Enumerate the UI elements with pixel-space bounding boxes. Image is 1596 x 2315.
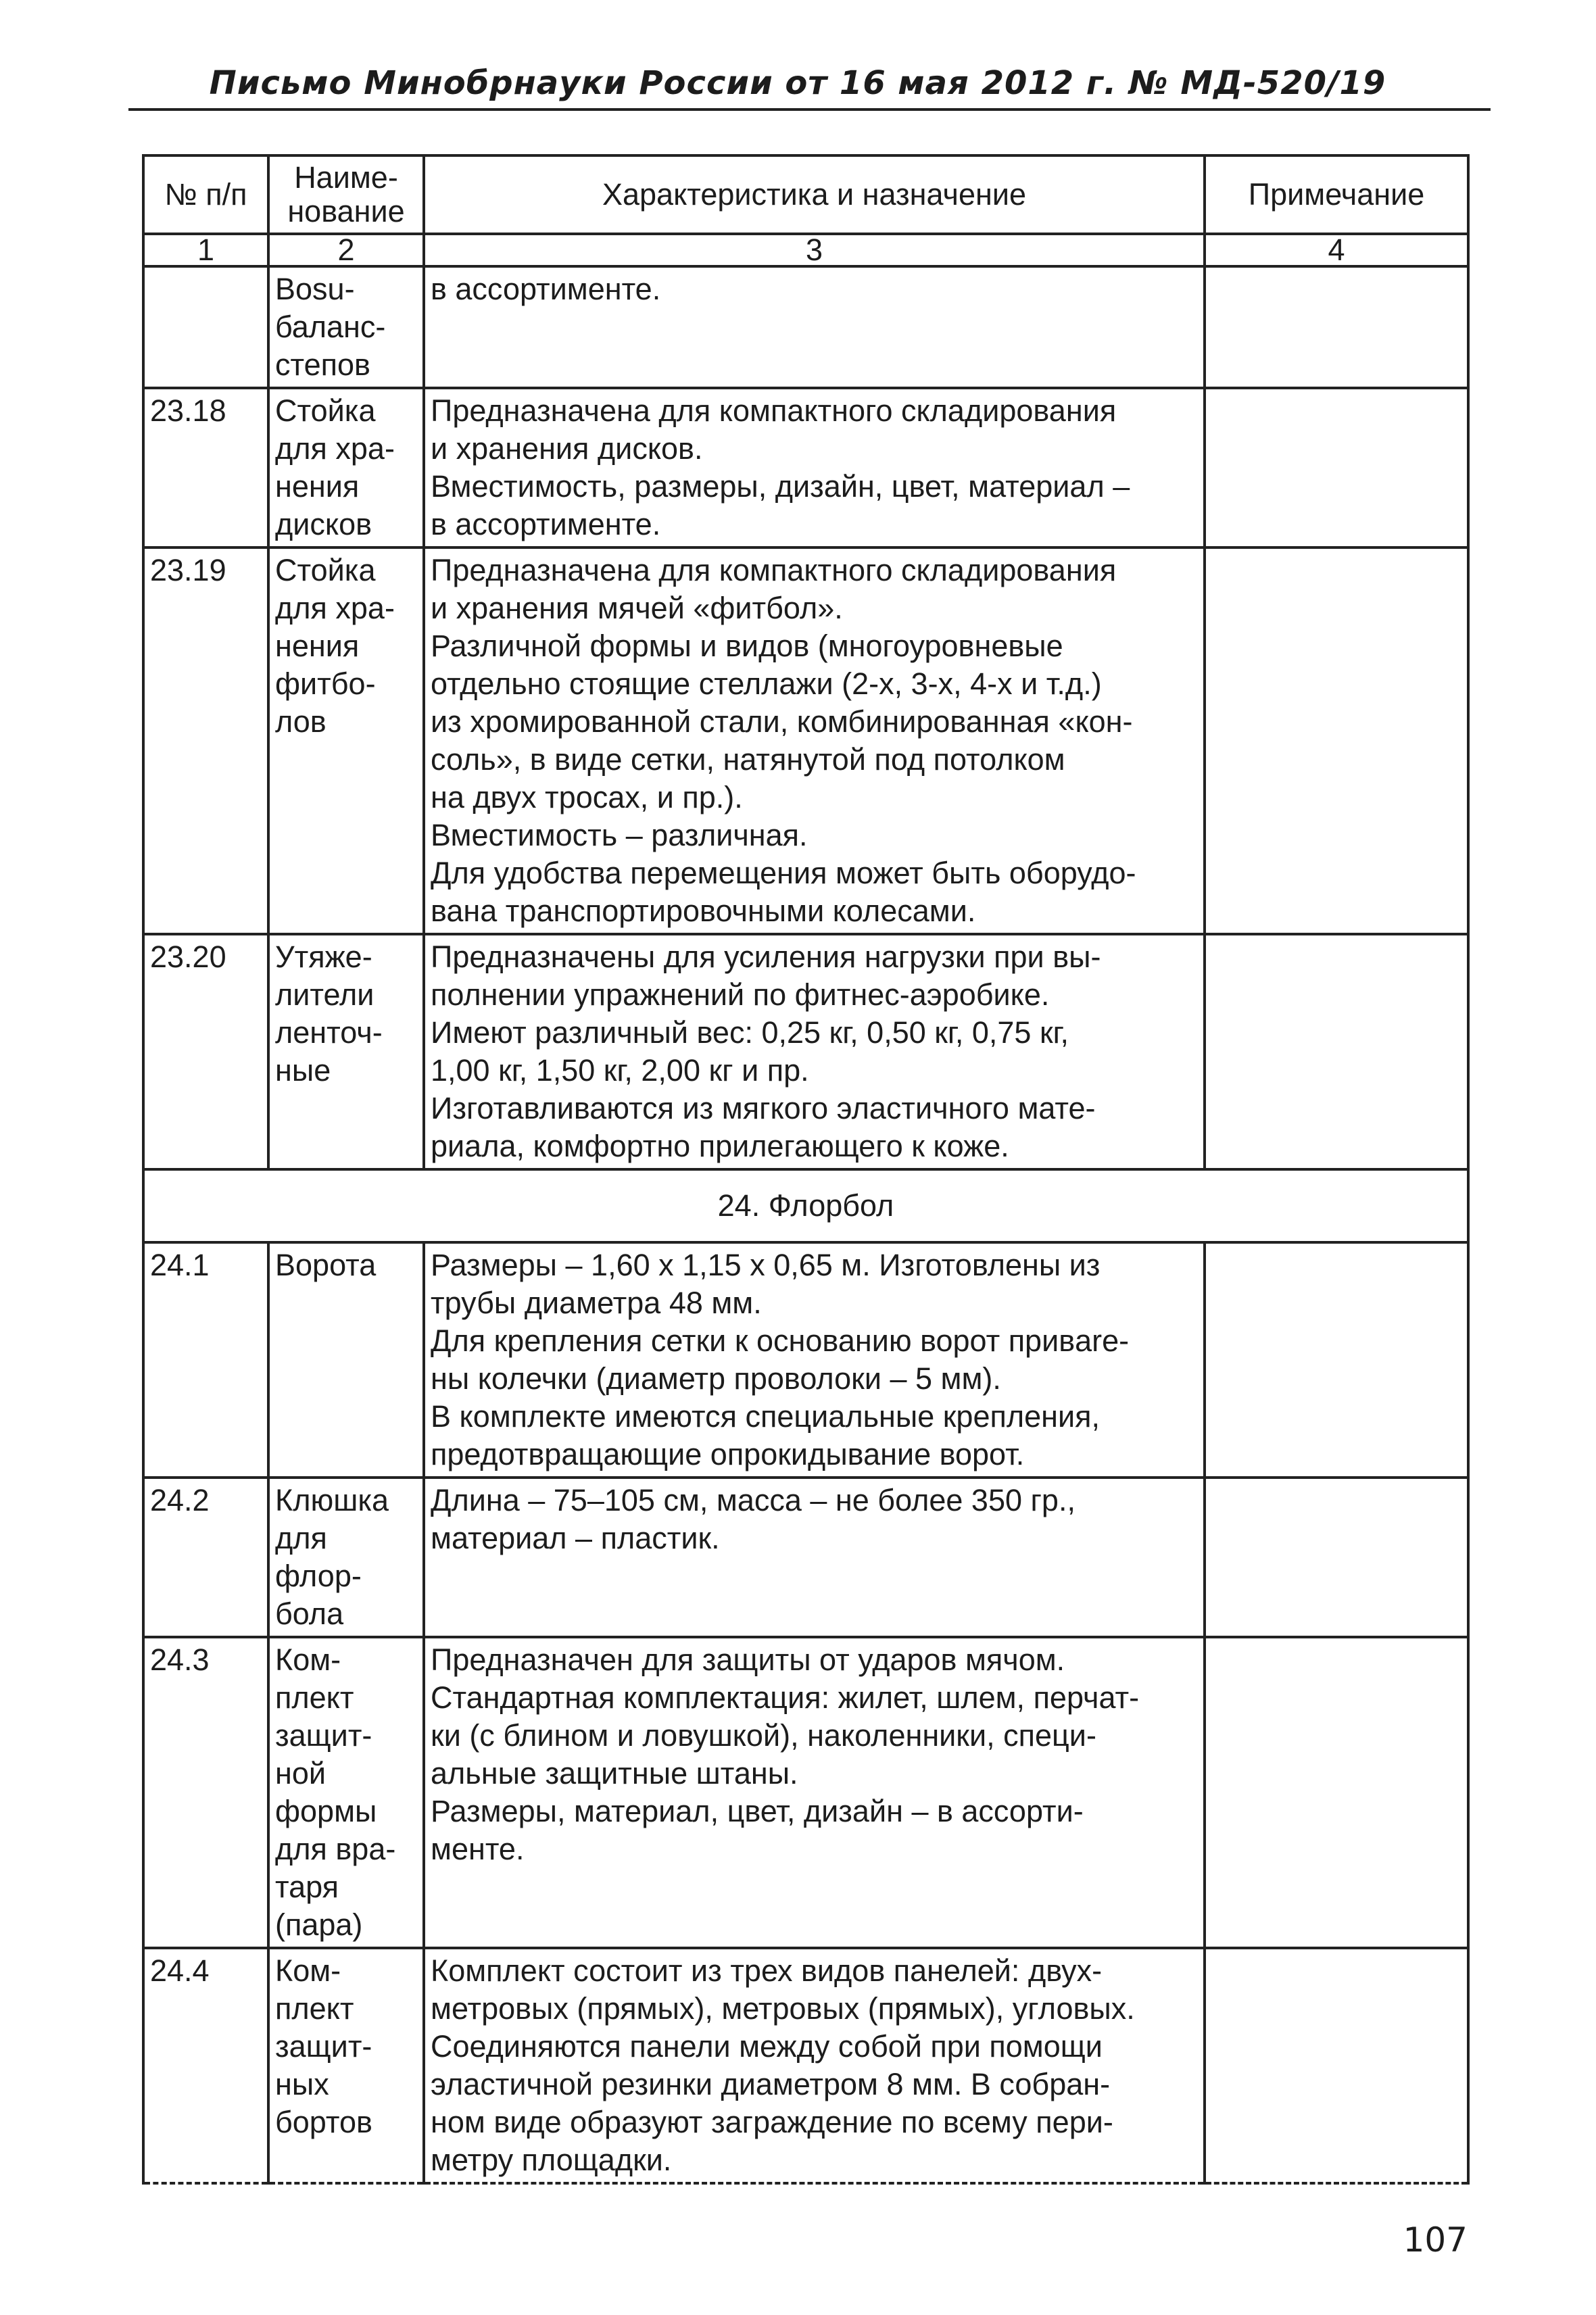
row-description: Предназначены для усиления нагрузки при вы- полнении упражнений по фитнес-аэробике. Имеют различный вес: 0,25 кг, 0,50 кг, 0,75 кг, 1,00 кг, 1,50 кг, 2,00 кг и пр. Изготавливаются из мягкого эластичного мате- риала, комфортно прилегающего к коже. bbox=[424, 934, 1205, 1169]
row-number: 24.1 bbox=[143, 1242, 268, 1478]
table-row bbox=[143, 547, 1468, 934]
column-header-description: Характеристика и назначение bbox=[424, 155, 1205, 234]
column-number: 1 bbox=[143, 234, 268, 266]
table-header-row bbox=[143, 155, 1468, 234]
row-number: 24.3 bbox=[143, 1637, 268, 1948]
row-number bbox=[143, 266, 268, 388]
row-name: Ком- плект защит- ной формы для вра- таря (пара) bbox=[268, 1637, 424, 1948]
row-description: Длина – 75–105 см, масса – не более 350 гр., материал – пластик. bbox=[424, 1478, 1205, 1637]
section-title: 24. Флорбол bbox=[143, 1169, 1468, 1242]
section-row bbox=[143, 1169, 1468, 1242]
row-number: 23.18 bbox=[143, 388, 268, 547]
row-name: Bosu- баланс- степов bbox=[268, 266, 424, 388]
header-divider bbox=[128, 108, 1491, 111]
row-description: Комплект состоит из трех видов панелей: двух- метровых (прямых), метровых (прямых), угловых. Соединяются панели между собой при помощи эластичной резинки диаметром 8 мм. В собран- ном виде образуют заграждение по всему пери- метру площадки. bbox=[424, 1948, 1205, 2183]
row-description: в ассортименте. bbox=[424, 266, 1205, 388]
row-name: Ворота bbox=[268, 1242, 424, 1478]
row-name: Ком- плект защит- ных бортов bbox=[268, 1948, 424, 2183]
column-number-row bbox=[143, 234, 1468, 266]
page-number: 107 bbox=[1403, 2220, 1468, 2260]
row-note bbox=[1205, 547, 1468, 934]
column-header-name: Наиме- нование bbox=[268, 155, 424, 234]
row-note bbox=[1205, 934, 1468, 1169]
row-name: Стойка для хра- нения дисков bbox=[268, 388, 424, 547]
table-row bbox=[143, 934, 1468, 1169]
table-row bbox=[143, 266, 1468, 388]
row-number: 24.2 bbox=[143, 1478, 268, 1637]
row-note bbox=[1205, 266, 1468, 388]
row-note bbox=[1205, 388, 1468, 547]
row-note bbox=[1205, 1478, 1468, 1637]
table-row bbox=[143, 1242, 1468, 1478]
column-header-number: № п/п bbox=[143, 155, 268, 234]
table-row bbox=[143, 388, 1468, 547]
table-row bbox=[143, 1637, 1468, 1948]
row-description: Размеры – 1,60 х 1,15 х 0,65 м. Изготовлены из трубы диаметра 48 мм. Для крепления сетки к основанию ворот привare- ны колечки (диаметр проволоки – 5 мм). В комплекте имеются специальные крепления, предотвращающие опрокидывание ворот. bbox=[424, 1242, 1205, 1478]
page-header: Письмо Минобрнауки России от 16 мая 2012 г. № МД-520/19 bbox=[209, 64, 1386, 102]
row-number: 24.4 bbox=[143, 1948, 268, 2183]
row-number: 23.19 bbox=[143, 547, 268, 934]
row-description: Предназначена для компактного складирования и хранения мячей «фитбол». Различной формы и видов (многоуровневые отдельно стоящие стеллажи (2-х, 3-х, 4-х и т.д.) из хромированной стали, комбинированная «кон- соль», в виде сетки, натянутой под потолком на двух тросах, и пр.). Вместимость – различная. Для удобства перемещения может быть оборудо- вана транспортировочными колесами. bbox=[424, 547, 1205, 934]
table-row bbox=[143, 1948, 1468, 2183]
column-header-note: Примечание bbox=[1205, 155, 1468, 234]
row-name: Клюшка для флор- бола bbox=[268, 1478, 424, 1637]
column-number: 2 bbox=[268, 234, 424, 266]
row-note bbox=[1205, 1637, 1468, 1948]
row-name: Стойка для хра- нения фитбо- лов bbox=[268, 547, 424, 934]
row-number: 23.20 bbox=[143, 934, 268, 1169]
row-note bbox=[1205, 1242, 1468, 1478]
row-description: Предназначена для компактного складирования и хранения дисков. Вместимость, размеры, дизайн, цвет, материал – в ассортименте. bbox=[424, 388, 1205, 547]
row-note bbox=[1205, 1948, 1468, 2183]
column-number: 3 bbox=[424, 234, 1205, 266]
row-name: Утяже- лители ленточ- ные bbox=[268, 934, 424, 1169]
column-number: 4 bbox=[1205, 234, 1468, 266]
table-row bbox=[143, 1478, 1468, 1637]
equipment-table bbox=[142, 154, 1470, 2185]
row-description: Предназначен для защиты от ударов мячом. Стандартная комплектация: жилет, шлем, перчат- ки (с блином и ловушкой), наколенники, специ- альные защитные штаны. Размеры, материал, цвет, дизайн – в ассорти- менте. bbox=[424, 1637, 1205, 1948]
